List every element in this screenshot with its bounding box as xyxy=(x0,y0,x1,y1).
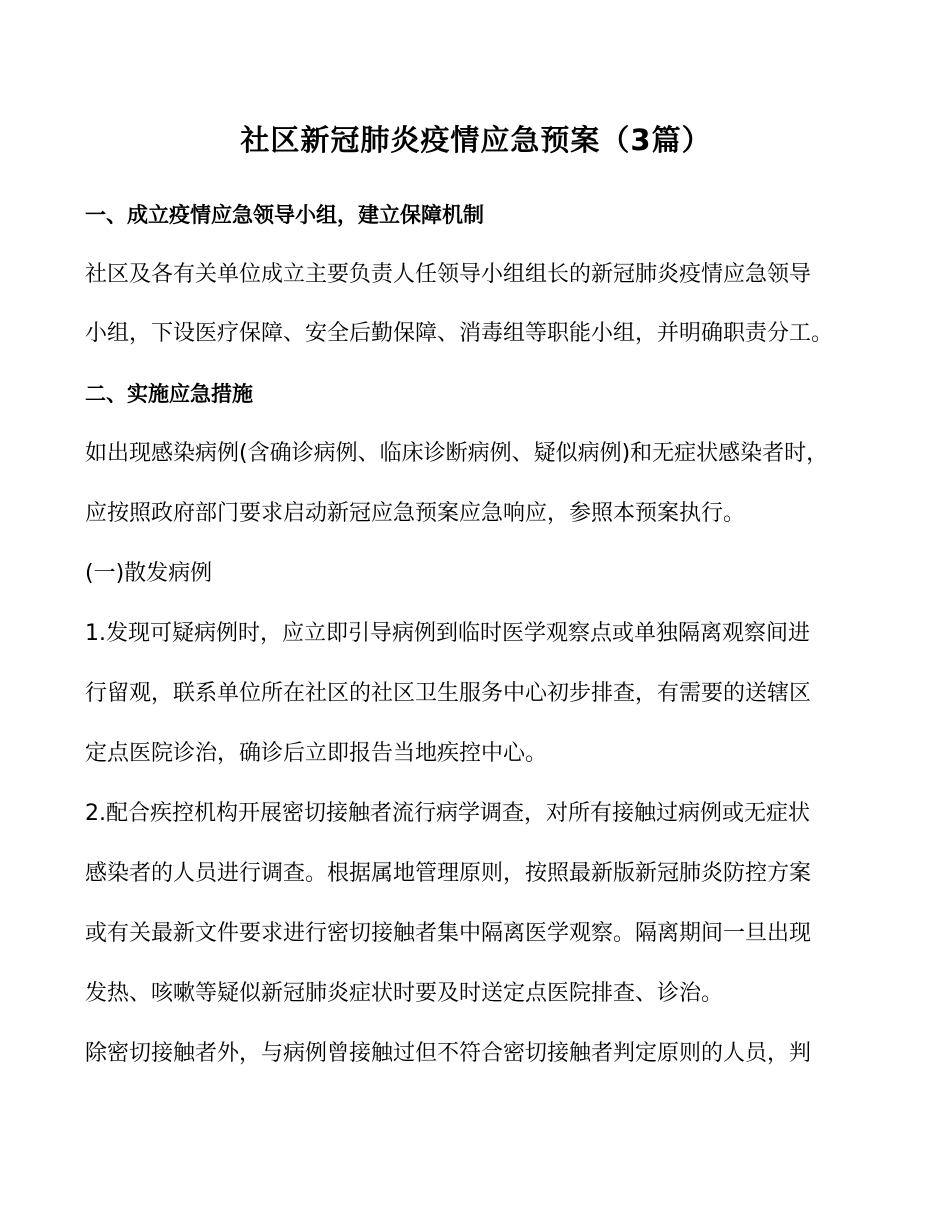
paragraph-line: 1.发现可疑病例时，应立即引导病例到临时医学观察点或单独隔离观察间进 xyxy=(85,621,810,646)
paragraph-line: 应按照政府部门要求启动新冠应急预案应急响应，参照本预案执行。 xyxy=(85,501,746,526)
paragraph-line: 如出现感染病例(含确诊病例、临床诊断病例、疑似病例)和无症状感染者时， xyxy=(85,441,829,466)
paragraph-line: 定点医院诊治，确诊后立即报告当地疾控中心。 xyxy=(85,741,548,766)
paragraph-line: 行留观，联系单位所在社区的社区卫生服务中心初步排查，有需要的送辖区 xyxy=(85,681,812,706)
section-heading-1: 一、成立疫情应急领导小组，建立保障机制 xyxy=(85,203,484,227)
subsection-heading: (一)散发病例 xyxy=(85,561,213,586)
paragraph-line: 发热、咳嗽等疑似新冠肺炎症状时要及时送定点医院排查、诊治。 xyxy=(85,981,724,1006)
paragraph-line: 感染者的人员进行调查。根据属地管理原则，按照最新版新冠肺炎防控方案 xyxy=(85,861,812,886)
paragraph-line: 2.配合疾控机构开展密切接触者流行病学调查，对所有接触过病例或无症状 xyxy=(85,801,810,826)
paragraph-line: 社区及各有关单位成立主要负责人任领导小组组长的新冠肺炎疫情应急领导 xyxy=(85,262,812,287)
paragraph-line: 或有关最新文件要求进行密切接触者集中隔离医学观察。隔离期间一旦出现 xyxy=(85,921,812,946)
section-heading-2: 二、实施应急措施 xyxy=(85,382,253,406)
paragraph-line: 小组，下设医疗保障、安全后勤保障、消毒组等职能小组，并明确职责分工。 xyxy=(85,321,834,346)
paragraph-line: 除密切接触者外，与病例曾接触过但不符合密切接触者判定原则的人员，判 xyxy=(85,1041,812,1066)
document-title: 社区新冠肺炎疫情应急预案（3篇） xyxy=(240,123,712,157)
